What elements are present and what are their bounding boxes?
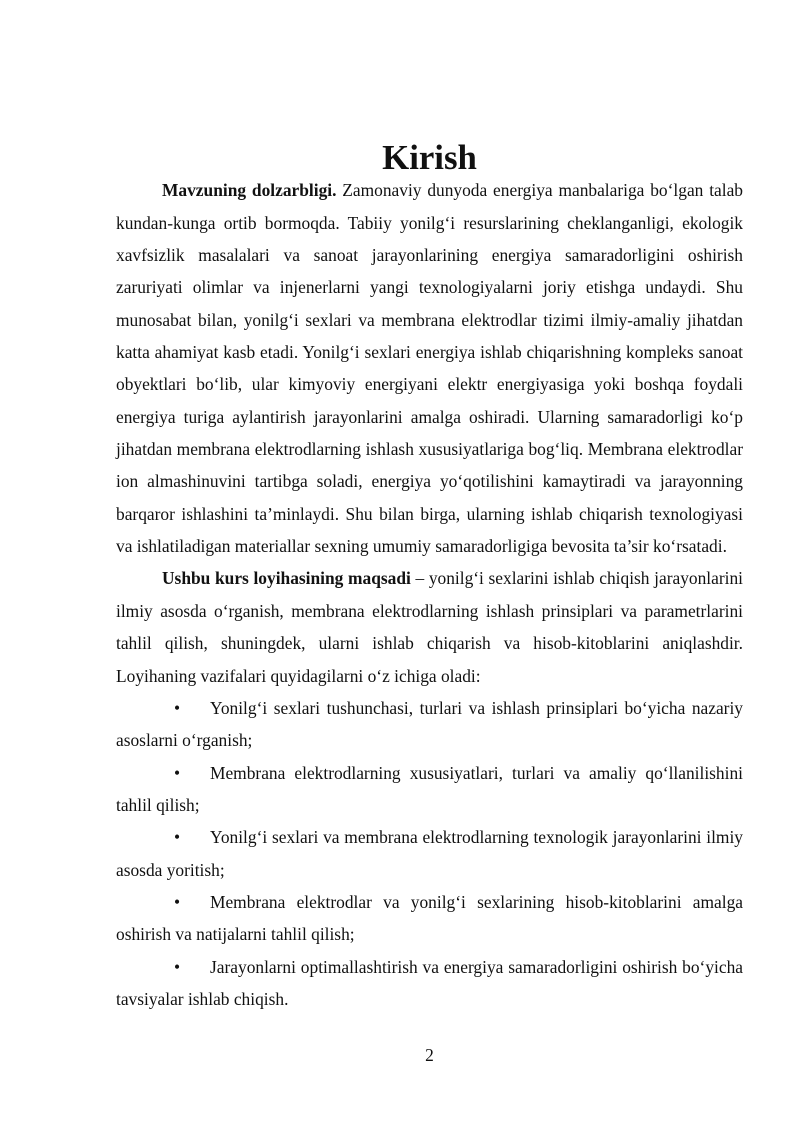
paragraph-relevance	[116, 174, 743, 562]
paragraph-relevance-lead: Mavzuning dolzarbligi.	[162, 180, 337, 201]
list-item-text: Membrana elektrodlarning xususiyatlari, turlari va amaliy qo‘llanilishini tahlil qilish;	[116, 762, 743, 815]
paragraph-goal-lead: Ushbu kurs loyihasining maqsadi	[162, 568, 411, 589]
list-item	[116, 757, 743, 822]
page-number: 2	[425, 1045, 434, 1065]
list-item-text: Yonilg‘i sexlari va membrana elektrodlarning texnologik jarayonlarini ilmiy asosda yoritish;	[116, 827, 743, 880]
list-item	[116, 821, 743, 886]
list-item-text: Jarayonlarni optimallashtirish va energiya samaradorligini oshirish bo‘yicha tavsiyalar ishlab chiqish.	[116, 956, 743, 1009]
bullet-marker: •	[174, 827, 181, 848]
list-item	[116, 886, 743, 951]
bullet-marker: •	[174, 697, 181, 718]
bullet-marker: •	[174, 762, 181, 783]
list-item-text: Yonilg‘i sexlari tushunchasi, turlari va ishlash prinsiplari bo‘yicha nazariy asoslarni o‘rganish;	[116, 697, 743, 751]
list-item	[116, 692, 743, 757]
paragraph-relevance-text: Zamonaviy dunyoda energiya manbalariga bo‘lgan talab kundan-kunga ortib bormoqda. Tabiiy yonilg‘i resurslarining cheklanganligi, ekologik xavfsizlik masalalari va sanoat jarayonlarining energiya samaradorligini oshirish zaruriyati olimlar va injenerlarni yangi texnologiyalarni joriy etishga undaydi. Shu munosabat bilan, yonilg‘i sexlari va membrana elektrodlar tizimi ilmiy-amaliy jihatdan katta ahamiyat kasb etadi. Yonilg‘i sexlari energiya ishlab chiqarishning kompleks sanoat obyektlari bo‘lib, ular kimyoviy energiyani elektr energiyasiga yoki boshqa foydali energiya turiga aylantirish jarayonlarini amalga oshiradi. Ularning samaradorligi ko‘p jihatdan membrana elektrodlarning ishlash xususiyatlariga bog‘liq. Membrana elektrodlar ion almashinuvini tartibga soladi, energiya yo‘qotilishini kamaytiradi va jarayonning barqaror ishlashini ta’minlaydi. Shu bilan birga, ularning ishlab chiqarish texnologiyasi va ishlatiladigan materiallar sexning umumiy samaradorligiga bevosita ta’sir ko‘rsatadi.	[116, 180, 743, 557]
list-item-text: Membrana elektrodlar va yonilg‘i sexlarining hisob-kitoblarini amalga oshirish va natijalarni tahlil qilish;	[116, 891, 743, 945]
paragraph-goal	[116, 562, 743, 691]
bullet-marker: •	[174, 891, 181, 912]
list-item	[116, 951, 743, 1016]
bullet-marker: •	[174, 956, 181, 977]
paragraph-goal-text: – yonilg‘i sexlarini ishlab chiqish jarayonlarini ilmiy asosda o‘rganish, membrana elektrodlarning ishlash prinsiplari va parametrlarini tahlil qilish, shuningdek, ularni ishlab chiqarish va hisob-kitoblarini aniqlashdir. Loyihaning vazifalari quyidagilarni o‘z ichiga oladi:	[116, 568, 743, 686]
page-title: Kirish	[382, 138, 477, 177]
